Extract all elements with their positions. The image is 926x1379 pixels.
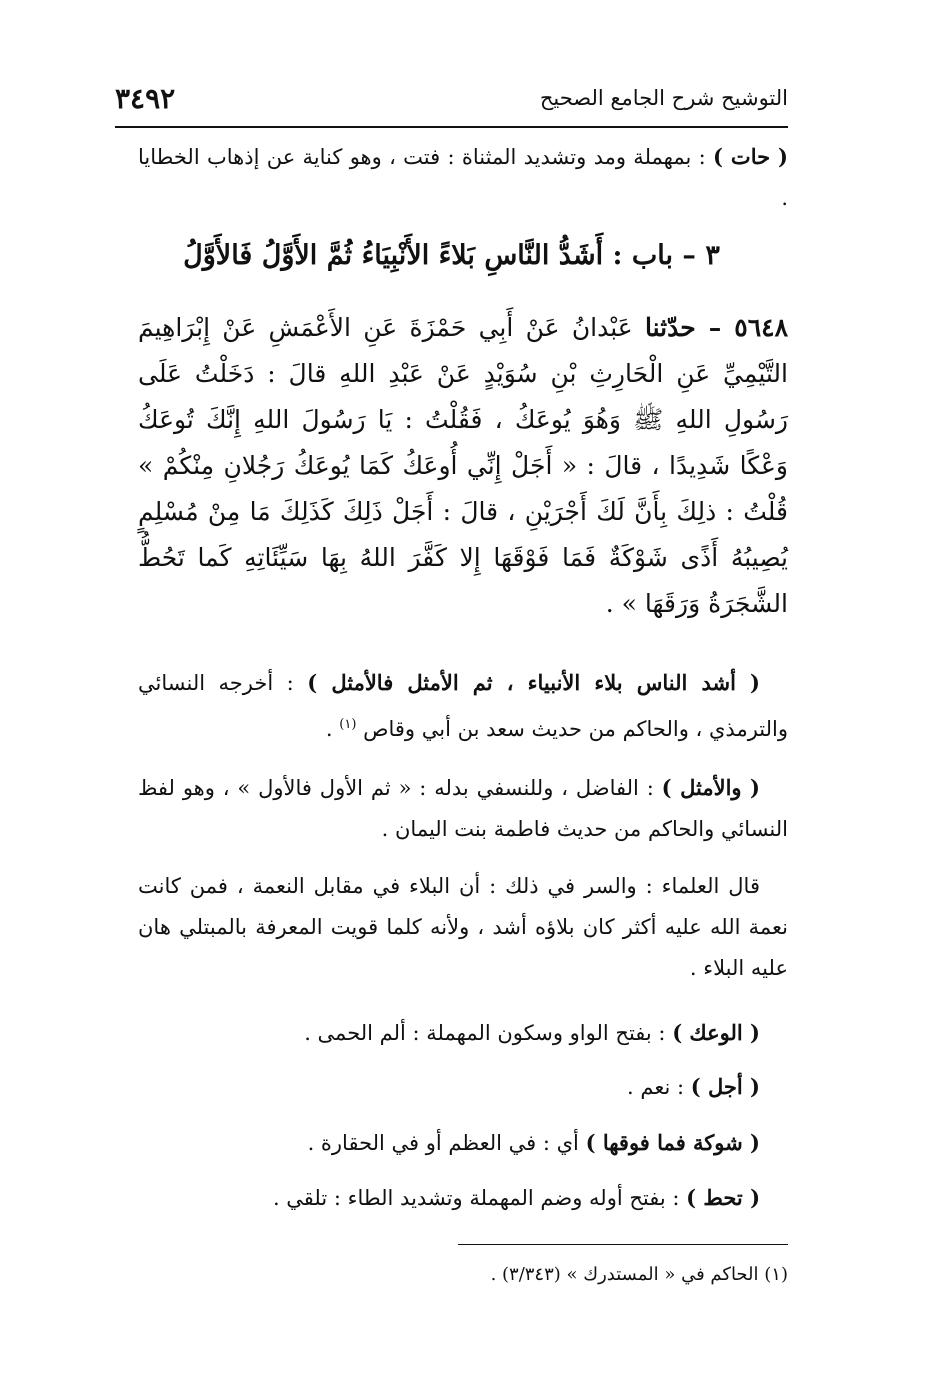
running-title: التوشيح شرح الجامع الصحيح xyxy=(539,86,788,110)
chapter-title: ٣ – باب : أَشَدُّ النَّاسِ بَلاءً الأَنْبِيَاءُ ثُمَّ الأَوَّلُ فَالأَوَّلُ xyxy=(183,240,720,271)
hadith-paragraph xyxy=(138,305,788,627)
commentary-paragraph-2 xyxy=(138,767,788,850)
commentary-paragraph-3 xyxy=(138,866,788,989)
footnote-rule xyxy=(458,1244,788,1245)
footnote-reference: (١) xyxy=(339,717,357,732)
hadith-number: ٥٦٤٨ – حدّثنا xyxy=(645,313,789,342)
glossary-item xyxy=(138,1012,788,1054)
glossary-text: : نعم . xyxy=(627,1075,685,1099)
intro-term: ( حات ) xyxy=(713,144,788,169)
commentary-term-2: ( والأمثل ) xyxy=(661,775,760,800)
glossary-text: : بفتح أوله وضم المهملة وتشديد الطاء : تلقي . xyxy=(272,1186,680,1210)
footnote: (١) الحاكم في « المستدرك » (٣/٣٤٣) . xyxy=(490,1264,788,1285)
commentary-text-3: قال العلماء : والسر في ذلك : أن البلاء في مقابل النعمة ، فمن كانت نعمة الله عليه أكثر كان بلاؤه أشد ، ولأنه كلما قويت المعرفة بالمبتلي هان عليه البلاء . xyxy=(138,874,788,980)
commentary-paragraph-1 xyxy=(138,662,788,750)
commentary-term-1: ( أشد الناس بلاء الأنبياء ، ثم الأمثل فالأمثل ) xyxy=(307,670,760,695)
glossary-item xyxy=(138,1066,788,1108)
commentary-text-2: : الفاضل ، وللنسفي بدله : « ثم الأول فالأول » ، وهو لفظ النسائي والحاكم من حديث فاطمة بنت اليمان . xyxy=(138,776,788,841)
intro-text: : بمهملة ومد وتشديد المثناة : فتت ، وهو كناية عن إذهاب الخطايا . xyxy=(138,145,788,210)
commentary-end-1: . xyxy=(325,717,333,741)
commentary-text-1: : أخرجه النسائي والترمذي ، والحاكم من حديث سعد بن أبي وقاص xyxy=(138,671,788,741)
glossary-item xyxy=(138,1122,788,1164)
header-rule xyxy=(115,126,788,128)
glossary-term: ( أجل ) xyxy=(690,1074,760,1099)
glossary-item xyxy=(138,1177,788,1219)
page-header xyxy=(115,78,788,123)
intro-paragraph xyxy=(138,136,788,219)
glossary-term: ( شوكة فما فوقها ) xyxy=(585,1130,760,1155)
glossary-term: ( تحط ) xyxy=(686,1185,760,1210)
glossary-text: أي : في العظم أو في الحقارة . xyxy=(307,1131,579,1155)
glossary-term: ( الوعك ) xyxy=(672,1020,760,1045)
page-number: ٣٤٩٢ xyxy=(115,82,176,115)
hadith-text: عَبْدانُ عَنْ أَبِي حَمْزَةَ عَنِ الأَعْمَشِ عَنْ إِبْرَاهِيمَ التَّيْمِيِّ عَنِ الْحَارِثِ بْنِ سُوَيْدٍ عَنْ عَبْدِ اللهِ قالَ : دَخَلْتُ عَلَى رَسُولِ اللهِ ﷺ وَهُوَ يُوعَكُ ، فَقُلْتُ : يَا رَسُولَ اللهِ إِنَّكَ تُوعَكُ وَعْكًا شَدِيدًا ، قالَ : « أَجَلْ إِنِّي أُوعَكُ كَمَا يُوعَكُ رَجُلانِ مِنْكُمْ » قُلْتُ : ذلِكَ بِأَنَّ لَكَ أَجْرَيْنِ ، قالَ : أَجَلْ ذَلِكَ كَذَلِكَ مَا مِنْ مُسْلِمٍ يُصِيبُهُ أَذًى شَوْكَةٌ فَمَا فَوْقَهَا إِلا كَفَّرَ اللهُ بِهَا سَيِّئَاتِهِ كَما تَحُطُّ الشَّجَرَةُ وَرَقَهَا » . xyxy=(138,313,788,618)
glossary-text: : بفتح الواو وسكون المهملة : ألم الحمى . xyxy=(304,1021,666,1045)
